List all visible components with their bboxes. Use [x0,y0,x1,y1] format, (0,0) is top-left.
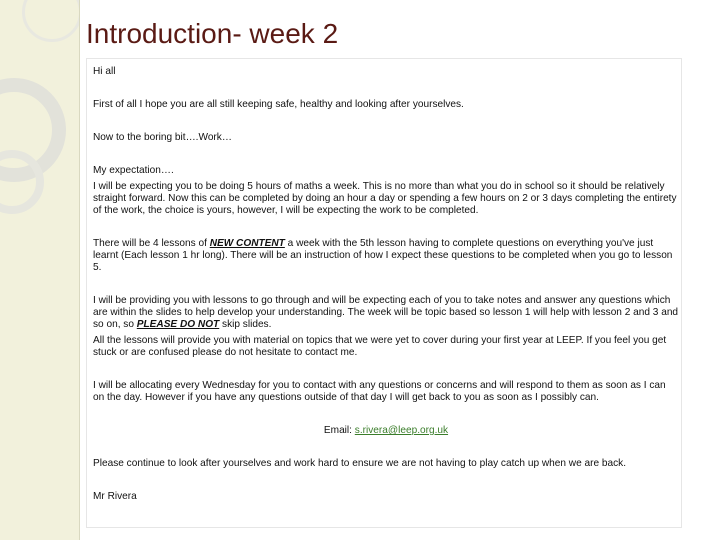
expectation-heading: My expectation…. [93,165,174,176]
emphasis-text: PLEASE DO NOT [136,319,220,330]
paragraph-lessons [93,238,679,274]
emphasis-text: NEW CONTENT [209,238,285,249]
paragraph-work: Now to the boring bit….Work… [93,132,232,143]
decorative-left-band [0,0,80,540]
email-label: Email: [323,425,355,436]
paragraph-slides [93,295,679,331]
email-link[interactable]: s.rivera@leep.org.uk [354,425,449,436]
email-line [93,425,679,437]
text: There will be 4 lessons of [93,238,210,249]
paragraph-material: All the lessons will provide you with material on topics that we were yet to cover during your first year at LEEP. If you feel you get stuck or are confused please do not hesitate to contact me. [93,335,667,358]
paragraph-wednesday: I will be allocating every Wednesday for you to contact with any questions or concerns and will respond to them as soon as I can on the day. However if you have any questions outside of that day I will get back to you as soon as I possibly can. [93,380,666,403]
slide-body [93,66,679,503]
paragraph-expectation: I will be expecting you to be doing 5 hours of maths a week. This is no more than what you do in school so it should be relatively straight forward. Now this can be completed by doing an hour a day or spending a few hours on 2 or 3 days completing the entirety of the work, the choice is yours, however, I will be expecting the work to be completed. [93,181,677,216]
signature: Mr Rivera [93,491,137,502]
decorative-ring [22,0,80,42]
paragraph-closing: Please continue to look after yourselves and work hard to ensure we are not having to play catch up when we are back. [93,458,627,469]
slide-title: Introduction- week 2 [86,18,339,49]
paragraph-intro: First of all I hope you are all still keeping safe, healthy and looking after yourselves. [93,99,464,110]
text: I will be providing you with lessons to go through and will be expecting each of you to take notes and answer any questions which are within the slides to help develop your understanding. The week will be topic based so lesson 1 will help with lesson 2 and 3 and so on, so [93,295,679,330]
divider-line [79,0,80,540]
greeting: Hi all [93,66,116,77]
text: skip slides. [219,319,272,330]
text: a week with the 5th lesson having to complete questions on everything you've just learnt (Each lesson 1 hr long). There will be an instruction of how I expect these questions to be completed when you go to lesson 5. [93,238,673,273]
